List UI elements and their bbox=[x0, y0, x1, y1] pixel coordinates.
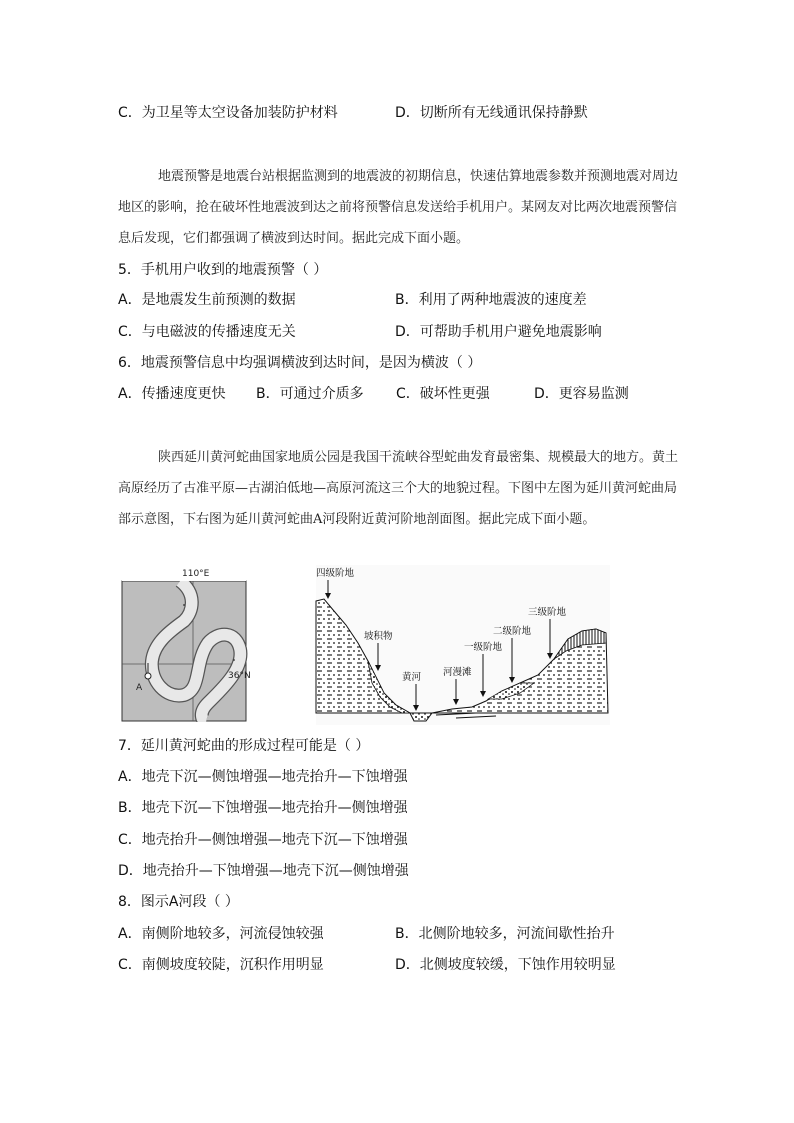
q6-stem: 6．地震预警信息中均强调横波到达时间，是因为横波（ ） bbox=[118, 355, 482, 371]
q5-option-a: A．是地震发生前预测的数据 bbox=[118, 292, 296, 308]
q6-option-b: B．可通过介质多 bbox=[256, 386, 364, 402]
meander-map-figure bbox=[118, 565, 250, 723]
longitude-label: 110°E bbox=[182, 569, 210, 579]
passage-earthquake-warning: 地震预警是地震台站根据监测到的地震波的初期信息，快速估算地震参数并预测地震对周边地区的影响，抢在破坏性地震波到达之前将预警信息发送给手机用户。某网友对比两次地震预警信息后发现，它们都强调了横波到达时间。据此完成下面小题。 bbox=[118, 169, 679, 246]
q6-option-d: D．更容易监测 bbox=[534, 386, 629, 402]
latitude-label: 36°N bbox=[228, 671, 250, 681]
point-a-marker bbox=[145, 673, 151, 679]
q7-option-b: B．地壳下沉—下蚀增强—地壳抬升—侧蚀增强 bbox=[118, 800, 408, 816]
q4-option-c: C．为卫星等太空设备加装防护材料 bbox=[118, 105, 338, 121]
label-colluvium: 坡积物 bbox=[364, 631, 393, 642]
q6-option-c: C．破坏性更强 bbox=[396, 386, 490, 402]
q7-option-a: A．地壳下沉—侧蚀增强—地壳抬升—下蚀增强 bbox=[118, 769, 408, 785]
point-a-label: A bbox=[136, 683, 143, 693]
q5-option-d: D．可帮助手机用户避免地震影响 bbox=[395, 324, 602, 340]
q8-option-b: B．北侧阶地较多，河流间歇性抬升 bbox=[395, 926, 615, 942]
q6-option-a: A．传播速度更快 bbox=[118, 386, 226, 402]
q7-option-d: D．地壳抬升—下蚀增强—地壳下沉—侧蚀增强 bbox=[118, 863, 409, 879]
q7-stem: 7．延川黄河蛇曲的形成过程可能是（ ） bbox=[118, 738, 370, 754]
q8-option-a: A．南侧阶地较多，河流侵蚀较强 bbox=[118, 926, 324, 942]
q8-option-c: C．南侧坡度较陡，沉积作用明显 bbox=[118, 957, 324, 973]
passage-yanchuan-meander: 陕西延川黄河蛇曲国家地质公园是我国干流峡谷型蛇曲发育最密集、规模最大的地方。黄土高原经历了古准平原—古湖泊低地—高原河流这三个大的地貌过程。下图中左图为延川黄河蛇曲局部示意图，下右图为延川黄河蛇曲A河段附近黄河阶地剖面图。据此完成下面小题。 bbox=[118, 450, 679, 527]
label-terrace-2: 二级阶地 bbox=[493, 626, 532, 637]
label-floodplain: 河漫滩 bbox=[443, 667, 472, 678]
q8-option-d: D．北侧坡度较缓，下蚀作用较明显 bbox=[395, 957, 616, 973]
q8-stem: 8．图示A河段（ ） bbox=[118, 894, 239, 910]
label-yellow-river: 黄河 bbox=[402, 672, 422, 683]
q4-option-d: D．切断所有无线通讯保持静默 bbox=[395, 105, 588, 121]
q7-option-c: C．地壳抬升—侧蚀增强—地壳下沉—下蚀增强 bbox=[118, 832, 408, 848]
label-terrace-3: 三级阶地 bbox=[528, 607, 567, 618]
terrace-section-figure bbox=[306, 565, 610, 725]
label-terrace-1: 一级阶地 bbox=[464, 642, 503, 653]
q5-option-b: B．利用了两种地震波的速度差 bbox=[395, 292, 587, 308]
q5-stem: 5．手机用户收到的地震预警（ ） bbox=[118, 262, 328, 278]
label-terrace-4: 四级阶地 bbox=[316, 568, 355, 579]
q5-option-c: C．与电磁波的传播速度无关 bbox=[118, 324, 296, 340]
